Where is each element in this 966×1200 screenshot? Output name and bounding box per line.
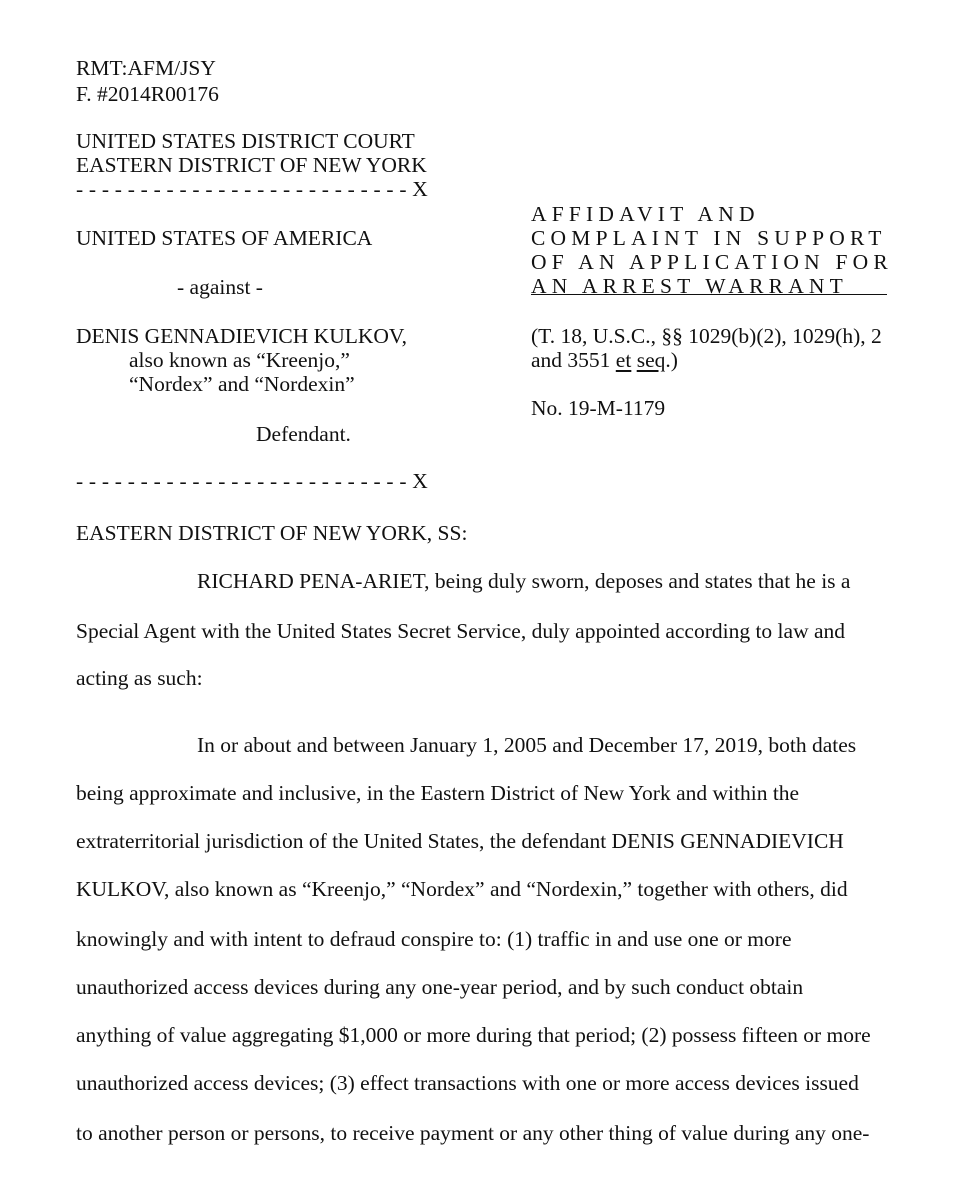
caption-separator-bottom: - - - - - - - - - - - - - - - - - - - - - - - - - - X [76,469,429,493]
paragraph-2-line-9: to another person or persons, to receive payment or any other thing of value during any one- [76,1121,870,1145]
paragraph-2-line-5: knowingly and with intent to defraud conspire to: (1) traffic in and use one or more [76,927,792,951]
paragraph-2-line-8: unauthorized access devices; (3) effect transactions with one or more access devices issued [76,1071,859,1095]
defendant-label: Defendant. [256,422,351,446]
doc-title-line-3: OF AN APPLICATION FOR [531,250,893,274]
paragraph-1-line-1: RICHARD PENA-ARIET, being duly sworn, deposes and states that he is a [197,569,851,593]
defendant-alias-1: also known as “Kreenjo,” [129,348,350,372]
paragraph-2-line-3: extraterritorial jurisdiction of the United States, the defendant DENIS GENNADIEVICH [76,829,844,853]
case-number: No. 19-M-1179 [531,396,666,420]
paragraph-2-line-6: unauthorized access devices during any one-year period, and by such conduct obtain [76,975,804,999]
paragraph-1-line-2: Special Agent with the United States Secret Service, duly appointed according to law and [76,619,846,643]
doc-title-line-4: AN ARREST WARRANT [531,274,848,298]
statute-citation-line-1: (T. 18, U.S.C., §§ 1029(b)(2), 1029(h), 2 [531,324,882,348]
file-number: F. #2014R00176 [76,82,219,106]
court-name: UNITED STATES DISTRICT COURT [76,129,415,153]
defendant-alias-2: “Nordex” and “Nordexin” [129,372,355,396]
doc-title-line-2: COMPLAINT IN SUPPORT [531,226,887,250]
seq-text: seq [636,348,666,372]
paragraph-2-line-2: being approximate and inclusive, in the Eastern District of New York and within the [76,781,800,805]
paragraph-2-line-7: anything of value aggregating $1,000 or more during that period; (2) possess fifteen or more [76,1023,871,1047]
versus-label: - against - [177,275,263,299]
title-underline [531,294,887,295]
paragraph-1-line-3: acting as such: [76,666,203,690]
paragraph-2-line-1: In or about and between January 1, 2005 and December 17, 2019, both dates [197,733,857,757]
paragraph-2-line-4: KULKOV, also known as “Kreenjo,” “Nordex” and “Nordexin,” together with others, did [76,877,848,901]
plaintiff-name: UNITED STATES OF AMERICA [76,226,373,250]
doc-title-line-1: AFFIDAVIT AND [531,202,760,226]
caption-separator-top: - - - - - - - - - - - - - - - - - - - - - - - - - - X [76,177,429,201]
court-district: EASTERN DISTRICT OF NEW YORK [76,153,427,177]
venue-statement: EASTERN DISTRICT OF NEW YORK, SS: [76,521,468,545]
statute-citation-line-2: and 3551 et seq.) [531,348,678,372]
defendant-name: DENIS GENNADIEVICH KULKOV, [76,324,408,348]
et-text: et [615,348,632,372]
attorney-initials: RMT:AFM/JSY [76,56,216,80]
